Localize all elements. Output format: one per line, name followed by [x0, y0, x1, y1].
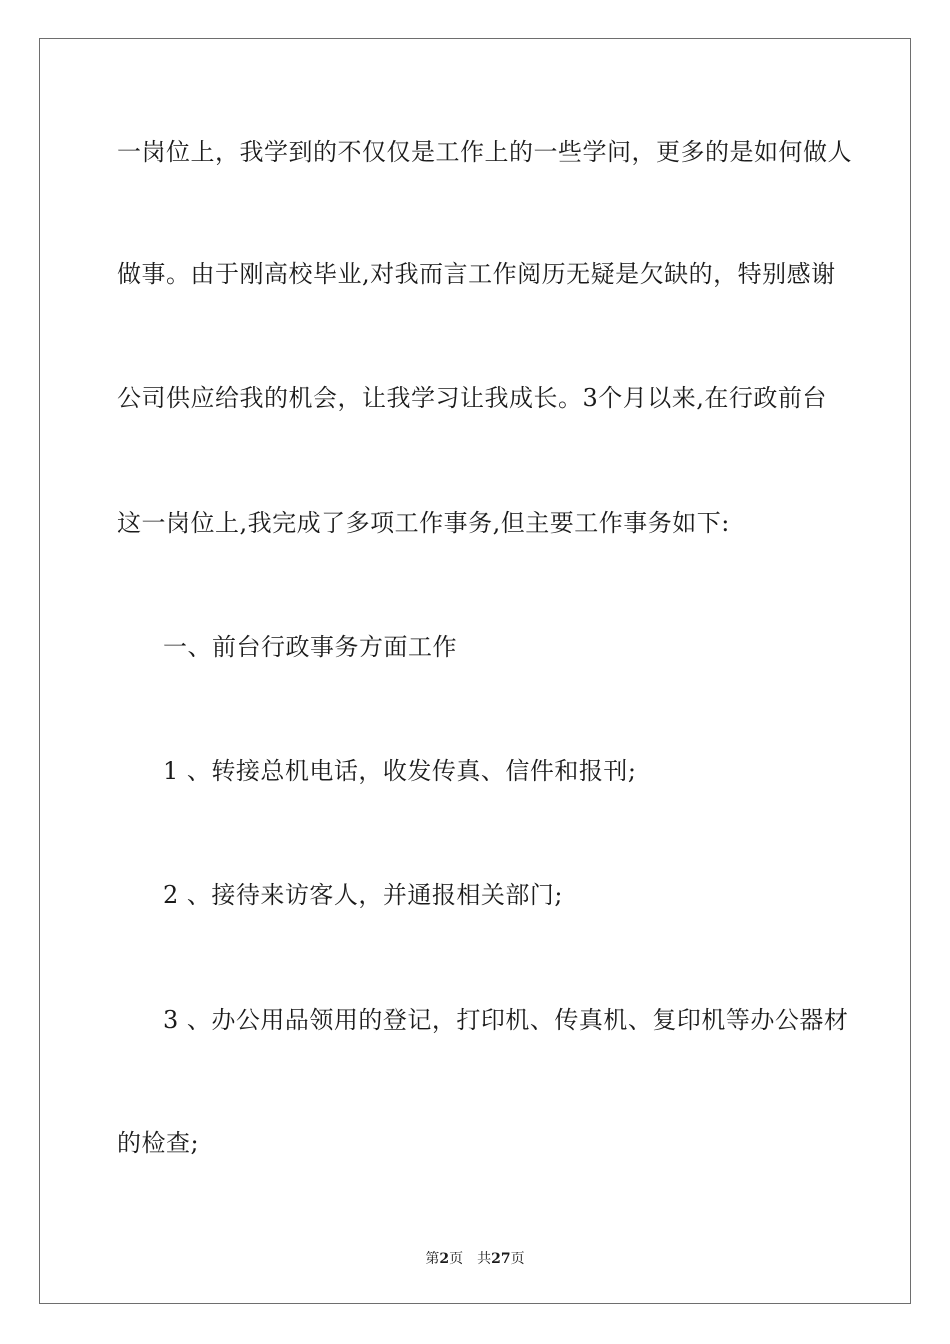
- body-line-4: 这一岗位上,我完成了多项工作事务,但主要工作事务如下:: [117, 509, 730, 537]
- list-item-1: 1 、转接总机电话，收发传真、信件和报刊;: [163, 757, 637, 785]
- total-suffix: 页: [510, 1251, 525, 1267]
- total-prefix: 共: [477, 1251, 492, 1267]
- body-line-3: 公司供应给我的机会，让我学习让我成长。3个月以来,在行政前台: [117, 384, 827, 412]
- list-item-3: 3 、办公用品领用的登记，打印机、传真机、复印机等办公器材: [163, 1006, 849, 1034]
- page-border: [39, 38, 911, 1304]
- body-line-1: 一岗位上，我学到的不仅仅是工作上的一些学问，更多的是如何做人: [117, 138, 852, 166]
- page-prefix: 第: [425, 1251, 440, 1267]
- page-suffix: 页: [449, 1251, 464, 1267]
- page-number: 2: [439, 1251, 450, 1267]
- total-pages: 27: [491, 1251, 511, 1267]
- body-line-2: 做事。由于刚高校毕业,对我而言工作阅历无疑是欠缺的，特别感谢: [117, 260, 836, 288]
- page-footer: [0, 1248, 950, 1268]
- section-heading: 一、前台行政事务方面工作: [163, 633, 457, 661]
- list-item-3-continued: 的检查;: [117, 1129, 200, 1157]
- list-item-2: 2 、接待来访客人，并通报相关部门;: [163, 881, 563, 909]
